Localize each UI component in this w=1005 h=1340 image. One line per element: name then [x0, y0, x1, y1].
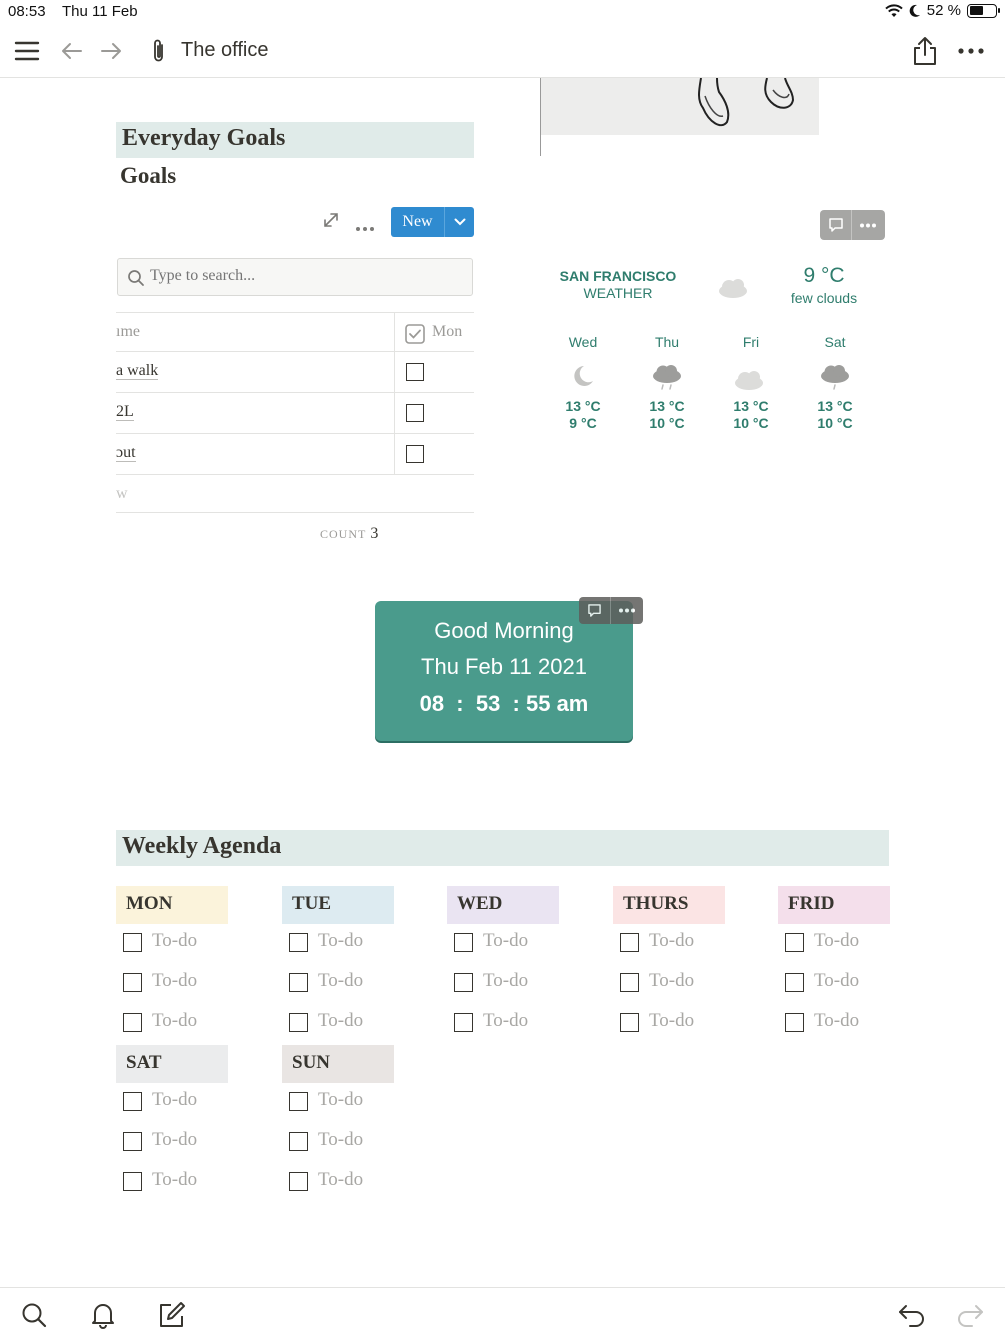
battery-percent: 52 % — [926, 2, 961, 19]
todo-placeholder[interactable]: To-do — [152, 1129, 198, 1150]
forecast-low: 10 °C — [733, 415, 769, 431]
expand-icon[interactable] — [322, 211, 340, 234]
todo-item[interactable] — [447, 924, 559, 964]
cloud-moon-icon — [715, 267, 755, 306]
forecast-high: 13 °C — [817, 398, 853, 414]
agenda-day-frid — [778, 886, 890, 1044]
bottom-toolbar — [0, 1287, 1005, 1340]
cloud-moon-icon — [709, 354, 793, 398]
todo-item[interactable] — [447, 964, 559, 1004]
todo-placeholder[interactable]: To-do — [152, 930, 198, 951]
todo-placeholder[interactable]: To-do — [318, 970, 364, 991]
todo-placeholder[interactable]: To-do — [152, 1169, 198, 1190]
wifi-icon — [885, 4, 903, 18]
todo-placeholder[interactable]: To-do — [152, 970, 198, 991]
todo-checkbox[interactable] — [620, 1013, 639, 1032]
todo-checkbox[interactable] — [289, 1013, 308, 1032]
new-row-label[interactable]: w — [116, 485, 128, 502]
search-icon — [127, 269, 145, 287]
forecast-low: 10 °C — [817, 415, 853, 431]
embed-more-icon[interactable] — [611, 597, 643, 624]
todo-checkbox[interactable] — [123, 973, 142, 992]
todo-placeholder[interactable]: To-do — [649, 1010, 695, 1031]
clock-date: Thu Feb 11 2021 — [421, 654, 587, 679]
row-checkbox-cell[interactable] — [394, 434, 474, 474]
agenda-day-mon — [116, 886, 228, 1044]
forecast-day — [709, 334, 793, 432]
todo-checkbox[interactable] — [454, 973, 473, 992]
todo-checkbox[interactable] — [289, 933, 308, 952]
todo-checkbox[interactable] — [454, 933, 473, 952]
todo-placeholder[interactable]: To-do — [483, 1010, 529, 1031]
weekly-agenda-heading-text: Weekly Agenda — [122, 833, 282, 859]
current-temperature: 9 °C — [803, 264, 845, 287]
moon-icon — [909, 4, 921, 18]
todo-checkbox[interactable] — [123, 1132, 142, 1151]
todo-item[interactable] — [116, 1083, 228, 1123]
comment-icon[interactable] — [820, 210, 852, 240]
row-name[interactable]: 2L — [116, 403, 134, 420]
row-name[interactable]: ɔut — [116, 444, 136, 461]
chevron-down-icon[interactable] — [444, 207, 474, 237]
clock-time: 08 : 53 : 55 am — [419, 691, 589, 716]
weekly-agenda-heading — [116, 830, 889, 866]
todo-item[interactable] — [282, 1163, 394, 1203]
todo-item[interactable] — [778, 964, 890, 1004]
forecast-day — [625, 334, 709, 432]
compose-icon[interactable] — [157, 1300, 187, 1330]
todo-checkbox[interactable] — [620, 933, 639, 952]
column-header-mon-label: Mon — [432, 323, 463, 340]
bell-icon[interactable] — [88, 1300, 118, 1330]
todo-checkbox[interactable] — [123, 1013, 142, 1032]
todo-placeholder[interactable]: To-do — [483, 970, 529, 991]
todo-item[interactable] — [282, 1123, 394, 1163]
day-label: WED — [447, 886, 559, 924]
share-icon[interactable] — [908, 34, 942, 68]
todo-placeholder[interactable]: To-do — [318, 1129, 364, 1150]
forecast-low: 9 °C — [569, 415, 597, 431]
todo-item[interactable] — [778, 924, 890, 964]
todo-placeholder[interactable]: To-do — [318, 1169, 364, 1190]
weather-embed-controls — [820, 210, 885, 240]
back-arrow-icon[interactable] — [55, 34, 89, 68]
table-row[interactable] — [116, 393, 474, 434]
todo-placeholder[interactable]: To-do — [318, 1089, 364, 1110]
agenda-day-sun — [282, 1045, 394, 1203]
goals-database-title[interactable]: Goals — [120, 163, 177, 188]
forward-arrow-icon[interactable] — [94, 34, 128, 68]
day-label: SUN — [282, 1045, 394, 1083]
todo-placeholder[interactable]: To-do — [152, 1010, 198, 1031]
todo-item[interactable] — [282, 964, 394, 1004]
row-checkbox[interactable] — [406, 363, 424, 381]
todo-item[interactable] — [116, 1123, 228, 1163]
search-icon[interactable] — [19, 1300, 49, 1330]
todo-item[interactable] — [282, 924, 394, 964]
undo-icon[interactable] — [897, 1300, 927, 1330]
agenda-day-wed — [447, 886, 559, 1044]
todo-checkbox[interactable] — [289, 1092, 308, 1111]
todo-checkbox[interactable] — [123, 933, 142, 952]
row-checkbox[interactable] — [406, 445, 424, 463]
image-divider — [540, 78, 541, 156]
battery-icon — [967, 4, 997, 18]
weather-location — [540, 268, 696, 302]
forecast-day-name: Wed — [568, 334, 598, 350]
count-label: COUNT — [320, 527, 367, 541]
moon-icon — [541, 354, 625, 398]
redo-icon[interactable] — [955, 1300, 985, 1330]
todo-item[interactable] — [447, 1004, 559, 1044]
day-label: SAT — [116, 1045, 228, 1083]
todo-placeholder[interactable]: To-do — [318, 1010, 364, 1031]
page-title[interactable]: The office — [181, 39, 269, 61]
goals-table — [116, 312, 474, 513]
todo-placeholder[interactable]: To-do — [318, 930, 364, 951]
status-indicators — [885, 2, 997, 19]
sketch-image — [540, 78, 819, 135]
new-row[interactable] — [116, 475, 474, 513]
row-checkbox-cell[interactable] — [394, 393, 474, 433]
current-conditions: few clouds — [790, 290, 858, 306]
menu-icon[interactable] — [10, 34, 44, 68]
todo-item[interactable] — [282, 1083, 394, 1123]
checkbox-property-icon — [405, 324, 425, 344]
todo-placeholder[interactable]: To-do — [649, 930, 695, 951]
day-label: TUE — [282, 886, 394, 924]
todo-item[interactable] — [613, 964, 725, 1004]
weather-subtitle: WEATHER — [583, 285, 653, 301]
todo-checkbox[interactable] — [289, 1132, 308, 1151]
todo-checkbox[interactable] — [785, 973, 804, 992]
forecast-day-name: Fri — [742, 334, 760, 350]
clock-embed-controls — [579, 597, 643, 624]
todo-placeholder[interactable]: To-do — [814, 1010, 860, 1031]
weather-city: SAN FRANCISCO — [559, 268, 677, 284]
todo-item[interactable] — [116, 964, 228, 1004]
forecast-day-name: Thu — [654, 334, 680, 350]
search-input[interactable] — [150, 267, 450, 285]
todo-checkbox[interactable] — [123, 1172, 142, 1191]
todo-placeholder[interactable]: To-do — [649, 970, 695, 991]
forecast-high: 13 °C — [649, 398, 685, 414]
forecast-high: 13 °C — [565, 398, 601, 414]
agenda-day-tue — [282, 886, 394, 1044]
status-date: Thu 11 Feb — [62, 3, 138, 20]
day-label: THURS — [613, 886, 725, 924]
agenda-day-sat — [116, 1045, 228, 1203]
everyday-goals-heading-text: Everyday Goals — [122, 125, 286, 151]
forecast-low: 10 °C — [649, 415, 685, 431]
row-checkbox[interactable] — [406, 404, 424, 422]
search-field[interactable] — [117, 258, 473, 296]
rain-cloud-icon — [625, 354, 709, 398]
todo-item[interactable] — [613, 1004, 725, 1044]
forecast-high: 13 °C — [733, 398, 769, 414]
row-name[interactable]: a walk — [116, 362, 159, 379]
todo-item[interactable] — [116, 1163, 228, 1203]
table-row[interactable] — [116, 434, 474, 475]
todo-checkbox[interactable] — [289, 973, 308, 992]
forecast-day — [793, 334, 877, 432]
todo-placeholder[interactable]: To-do — [814, 970, 860, 991]
day-label: MON — [116, 886, 228, 924]
todo-item[interactable] — [778, 1004, 890, 1044]
todo-item[interactable] — [116, 1004, 228, 1044]
todo-placeholder[interactable]: To-do — [152, 1089, 198, 1110]
weather-widget[interactable] — [540, 262, 880, 452]
todo-checkbox[interactable] — [454, 1013, 473, 1032]
status-time: 08:53 — [8, 3, 46, 20]
todo-placeholder[interactable]: To-do — [483, 930, 529, 951]
forecast-day-name: Sat — [824, 334, 846, 350]
everyday-goals-heading — [116, 122, 474, 158]
comment-icon[interactable] — [579, 597, 611, 624]
count-value: 3 — [370, 525, 379, 542]
todo-checkbox[interactable] — [289, 1172, 308, 1191]
new-button-label[interactable]: New — [402, 213, 433, 230]
row-checkbox-cell[interactable] — [394, 352, 474, 392]
database-more-icon[interactable] — [355, 219, 375, 237]
agenda-day-thurs — [613, 886, 725, 1044]
status-bar — [0, 0, 1005, 24]
count-summary[interactable] — [320, 525, 378, 543]
todo-item[interactable] — [282, 1004, 394, 1044]
todo-checkbox[interactable] — [785, 933, 804, 952]
todo-checkbox[interactable] — [785, 1013, 804, 1032]
top-nav-bar — [0, 24, 1005, 78]
embed-more-icon[interactable] — [852, 210, 884, 240]
todo-checkbox[interactable] — [620, 973, 639, 992]
clock-greeting: Good Morning — [434, 618, 574, 643]
table-header-row — [116, 312, 474, 352]
column-header-name[interactable]: ıme — [116, 323, 140, 340]
todo-item[interactable] — [613, 924, 725, 964]
todo-checkbox[interactable] — [123, 1092, 142, 1111]
column-header-mon[interactable] — [394, 313, 474, 351]
rain-cloud-icon — [793, 354, 877, 398]
more-options-icon[interactable] — [954, 34, 988, 68]
todo-placeholder[interactable]: To-do — [814, 930, 860, 951]
table-row[interactable] — [116, 352, 474, 393]
todo-item[interactable] — [116, 924, 228, 964]
forecast-day — [541, 334, 625, 432]
day-label: FRID — [778, 886, 890, 924]
paperclip-icon — [142, 34, 176, 68]
new-button[interactable] — [391, 207, 474, 237]
